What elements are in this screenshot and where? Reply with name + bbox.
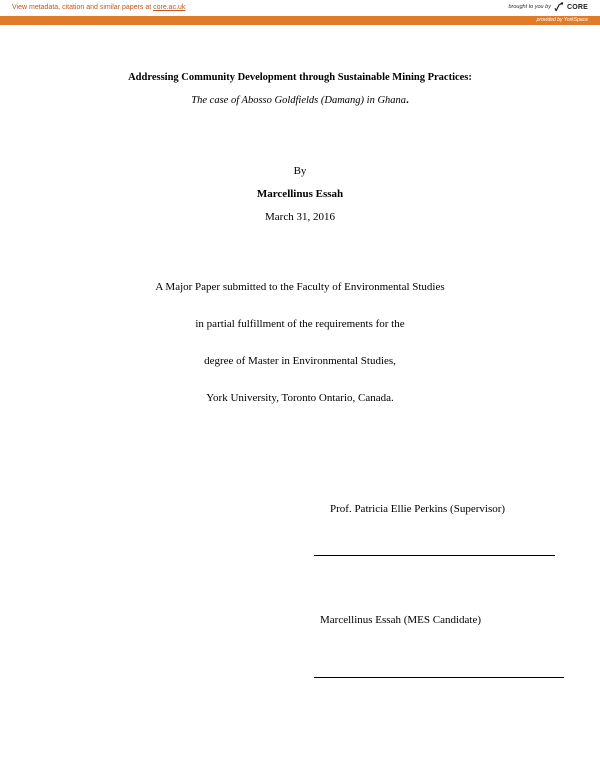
core-banner: [0, 0, 600, 27]
supervisor-label: Prof. Patricia Ellie Perkins (Supervisor): [330, 503, 506, 515]
core-brought-by-text: brought to you by: [508, 4, 551, 10]
core-brought-by[interactable]: [508, 2, 588, 12]
core-provided-strip: [0, 16, 600, 25]
candidate-signature-line: [314, 677, 564, 678]
paper-subtitle-text: The case of Abosso Goldfields (Damang) in Ghana: [191, 95, 407, 106]
submission-line-1: A Major Paper submitted to the Faculty of Environmental Studies: [155, 281, 445, 293]
core-brand: CORE: [566, 3, 588, 11]
core-link-prefix: View metadata, citation and similar papers at: [12, 4, 154, 11]
author-name: Marcellinus Essah: [256, 188, 344, 200]
paper-subtitle-period: .: [406, 95, 409, 106]
submission-line-3: degree of Master in Environmental Studies,: [204, 355, 396, 367]
core-banner-top: [0, 0, 600, 16]
core-link-url[interactable]: core.ac.uk: [153, 4, 186, 11]
paper-title: Addressing Community Development through Sustainable Mining Practices:: [128, 72, 472, 83]
submission-date: March 31, 2016: [265, 211, 335, 223]
submission-line-2: in partial fulfillment of the requirements for the: [195, 318, 405, 330]
core-provided-by[interactable]: provided by YorkSpace: [536, 17, 588, 23]
submission-line-4: York University, Toronto Ontario, Canada.: [206, 392, 394, 404]
core-metadata-link[interactable]: [12, 4, 185, 11]
supervisor-signature-line: [314, 555, 555, 556]
byline-by: By: [293, 165, 307, 177]
paper-subtitle: [0, 95, 600, 106]
candidate-label: Marcellinus Essah (MES Candidate): [320, 614, 481, 626]
core-logo-icon: [554, 2, 564, 12]
